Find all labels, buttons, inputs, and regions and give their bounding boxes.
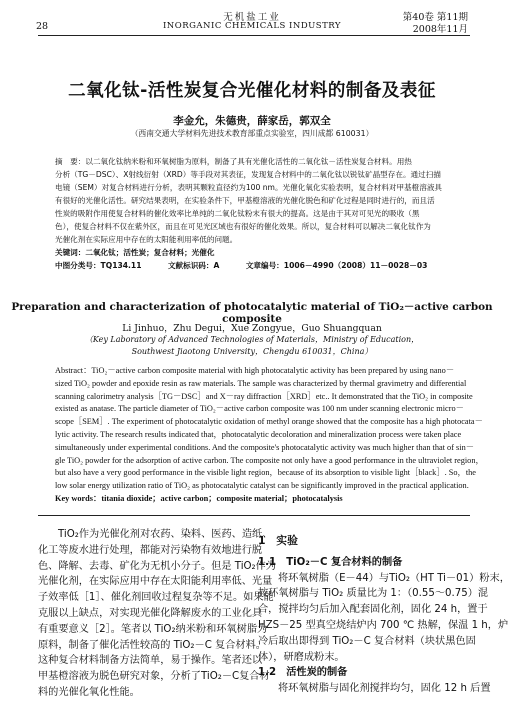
abstract-cn-line: 电镜（SEM）对复合材料进行分析，表明其颗粒直径约为100 nm。光催化氧化实验表明，复合材料对甲基橙溶液具 bbox=[55, 183, 443, 192]
abstract-cn-line: 有很好的光催化活性。研究结果表明，在实验条件下，甲基橙溶液的光催化脱色和矿化过程是同时进行的，而且活 bbox=[55, 196, 435, 205]
body-line: 原料，制备了催化活性较高的 TiO₂－C 复合材料。 bbox=[38, 639, 266, 651]
body-line: 按环氧树脂与 TiO₂ 质量比为 1：（0.55～0.75）混 bbox=[258, 588, 489, 600]
abstract-en-line: scope［SEM］. The experiment of photocatalytic oxidation of methyl orange showed that the composite has a high photocata－ bbox=[55, 417, 483, 427]
abstract-rule bbox=[38, 515, 470, 516]
body-line: 色、降解、去毒、矿化为无机小分子。但是 TiO₂作为 bbox=[38, 560, 277, 572]
body-line: 冷后取出即得到 TiO₂－C 复合材料（块状黑色固 bbox=[258, 635, 476, 647]
body-line: 合，搅拌均匀后加入配套固化剂，固化 24 h，置于 bbox=[258, 604, 488, 616]
authors-cn: 李金允，朱德贵，薛家岳，郭双全 bbox=[173, 115, 331, 127]
body-line: 将环氧树脂与固化剂搅拌均匀，固化 12 h 后置 bbox=[278, 683, 491, 695]
affiliation-en-line-1: （Key Laboratory of Advanced Technologies of Materials，Ministry of Education， bbox=[84, 335, 420, 344]
journal-title-en: INORGANIC CHEMICALS INDUSTRY bbox=[162, 21, 342, 31]
document-code: 文献标识码：A bbox=[167, 261, 220, 270]
issue-date: 2008年11月 bbox=[412, 24, 468, 35]
affiliation-cn: （西南交通大学材料先进技术教育部重点实验室，四川成都 610031） bbox=[130, 129, 374, 138]
experiment-column bbox=[258, 527, 510, 697]
abstract-cn bbox=[55, 155, 461, 272]
abstract-en-line: Abstract：TiO₂－active carbon composite material with high photocatalytic activity has been prepared by using nano－ bbox=[55, 366, 455, 375]
abstract-en-line: sized TiO₂ powder and epoxide resin as raw materials. The sample was characterized by thermal gravimetry and differential bbox=[55, 378, 467, 388]
abstract-en-line: gle TiO₂ powder for the adsorption of active carbon. The composite not only have a good performance in the ultraviolet region， bbox=[55, 455, 484, 465]
subsection-heading: 1.2 活性炭的制备 bbox=[258, 667, 348, 679]
article-title-cn: 二氧化钛-活性炭复合光催化材料的制备及表征 bbox=[68, 81, 436, 101]
abstract-en-line: scanning calorimetry analysis［TG－DSC］and X－ray diffraction［XRD］etc.. It demonstrated that the TiO₂ in composite bbox=[55, 391, 473, 401]
abstract-en-line: low solar energy utilization ratio of TiO₂ as photocatalytic catalyst can be significantly improved in the practical application. bbox=[55, 481, 469, 491]
body-line: 光催化剂，在实际应用中存在太阳能利用率低、光量 bbox=[38, 576, 273, 588]
body-line: 子效率低［1］、催化剂回收过程复杂等不足。如果能 bbox=[38, 592, 274, 604]
body-line: HZS－25 型真空烧结炉内 700 ℃ 热解，保温 1 h，炉 bbox=[258, 619, 509, 631]
clc-number: 中图分类号：TQ134.11 bbox=[55, 261, 142, 270]
abstract-en bbox=[55, 365, 484, 506]
abstract-en-line: but also have a very good performance in the visible light region，because of its absorption to visible light［black］. So，the bbox=[55, 468, 476, 478]
body-line: 料的光催化氧化性能。 bbox=[38, 686, 140, 698]
page-number: 28 bbox=[36, 21, 49, 32]
article-title-en: Preparation and characterization of photocatalytic material of TiO₂－active carbon composite bbox=[11, 301, 493, 325]
abstract-cn-line: 分析（TG－DSC）、X射线衍射（XRD）等手段对其表征，发现复合材料中的二氧化钛以锐钛矿晶型存在。通过扫描 bbox=[55, 170, 441, 179]
body-line: 将环氧树脂（E－44）与TiO₂（HT Ti－01）粉末， bbox=[278, 572, 510, 584]
body-line: 体），研磨成粉末。 bbox=[258, 651, 345, 663]
abstract-cn-line: 性炭的吸附作用使复合材料的催化效率比单纯的二氧化钛粉末有很大的提高。这是由于其对可见光的吸收（黑 bbox=[55, 209, 420, 218]
body-line: 化工等废水进行处理，都能对污染物有效地进行脱 bbox=[38, 544, 263, 556]
abstract-en-line: existed as anatase. The particle diameter of TiO₂－active carbon composite was 100 nm under scanning electronic micro－ bbox=[55, 404, 464, 414]
abstract-en-line: lytic activity. The research results indicated that，photocatalytic decoloration and mineralization process were taken place bbox=[55, 429, 462, 439]
body-line: TiO₂作为光催化剂对农药、染料、医药、造纸、 bbox=[58, 529, 273, 540]
authors-en: Li Jinhuo，Zhu Degui，Xue Zongyue，Guo Shuangquan bbox=[122, 323, 382, 334]
journal-title-cn: 无机盐工业 bbox=[223, 12, 281, 23]
body-line: 甲基橙溶液为脱色研究对象，分析了TiO₂－C复合材 bbox=[38, 671, 270, 683]
abstract-en-line: simultaneously under experimental conditions. And the composite's photocatalytic activity was much higher than that of sin－ bbox=[55, 442, 475, 452]
keywords-en: Key words：titania dioxide；active carbon；composite material；photocatalysis bbox=[55, 493, 343, 503]
abstract-cn-line: 光催化剂在实际应用中存在的太阳能利用率低的问题。 bbox=[55, 235, 238, 244]
body-line: 这种复合材料制备方法简单，易于操作。笔者还以 bbox=[38, 655, 263, 667]
volume-issue: 第40卷 第11期 bbox=[402, 12, 468, 23]
subsection-heading: 1.1 TiO₂－C 复合材料的制备 bbox=[258, 556, 403, 568]
article-number: 文章编号：1006－4990（2008）11－0028－03 bbox=[245, 261, 428, 270]
abstract-cn-line: 色），使复合材料不仅在紫外区，而且在可见光区域也有很好的催化效果。所以，复合材料可以解决二氧化钛作为 bbox=[55, 222, 431, 231]
intro-column bbox=[38, 527, 277, 701]
classification-line bbox=[55, 259, 461, 272]
abstract-cn-line: 摘 要：以二氧化钛纳米粉和环氧树脂为原料，制备了具有光催化活性的二氧化钛－活性炭复合材料。用热 bbox=[55, 157, 412, 166]
body-line: 克服以上缺点，对实现光催化降解废水的工业化具 bbox=[38, 607, 263, 619]
header-rule bbox=[38, 35, 470, 36]
section-heading: 1 实验 bbox=[258, 534, 298, 547]
affiliation-en-line-2: Southwest Jiaotong University，Chengdu 610031，China） bbox=[131, 347, 373, 356]
body-line: 有重要意义［2］。笔者以 TiO₂纳米粉和环氧树脂为 bbox=[38, 623, 268, 635]
keywords-cn: 关键词：二氧化钛；活性炭；复合材料；光催化 bbox=[55, 248, 215, 257]
